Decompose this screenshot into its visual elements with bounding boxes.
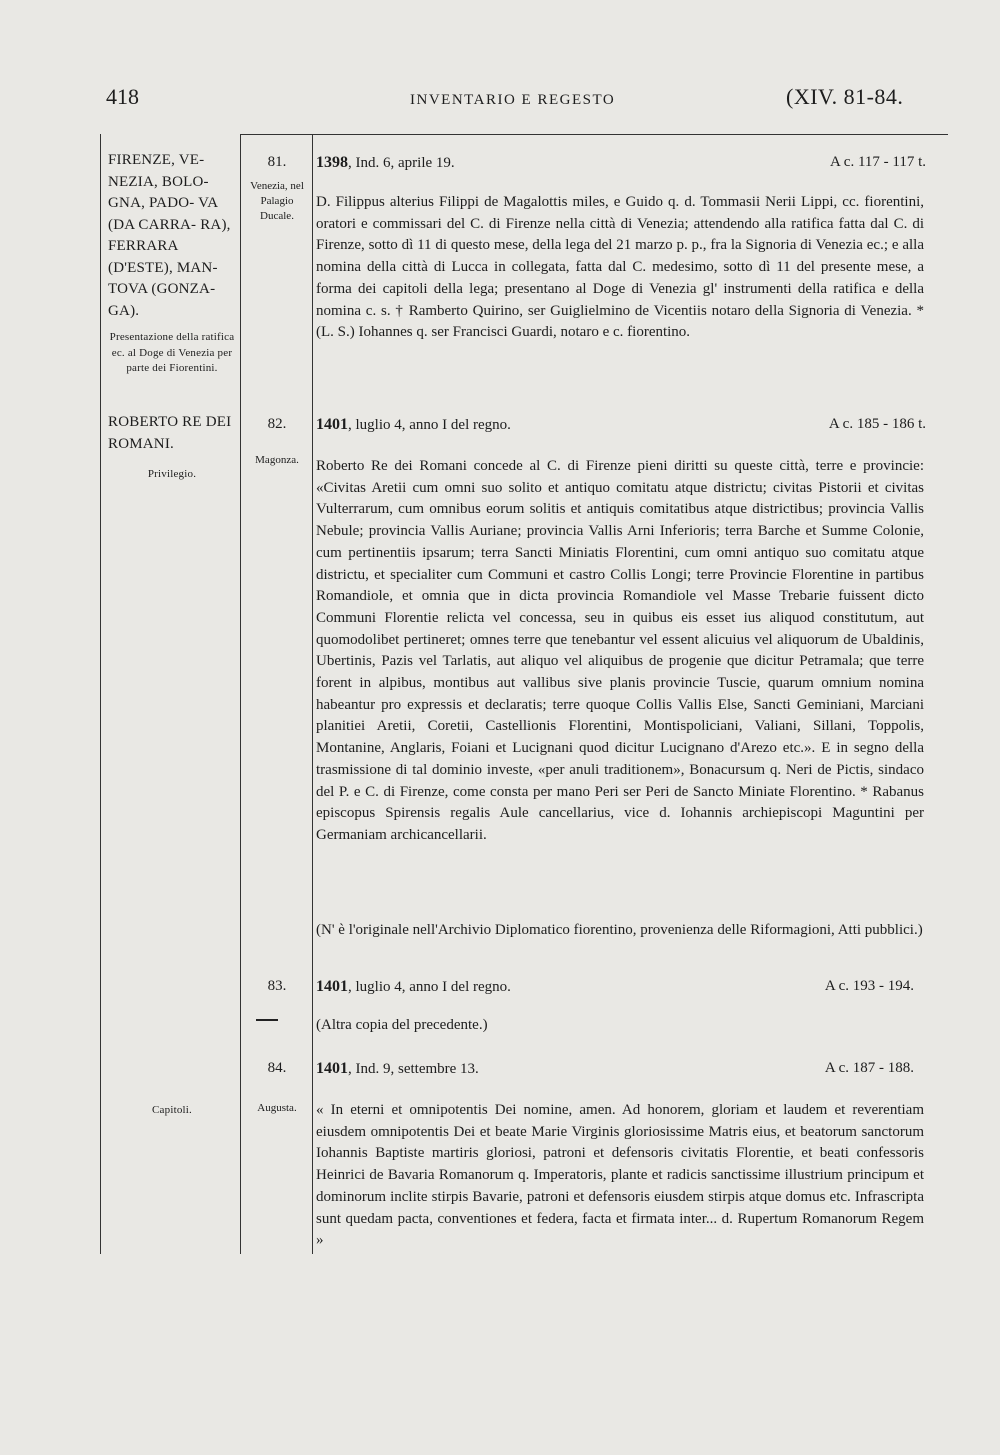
entry-81-subject: Presentazione della ratifica ec. al Doge di Venezia per parte dei Fiorentini.: [109, 331, 235, 374]
entry-81-place: Venezia, nel Palagio Ducale.: [250, 180, 304, 222]
entry-84-date: , Ind. 9, settembre 13.: [348, 1061, 479, 1077]
entry-84-header: [316, 1060, 926, 1078]
header-rule: [240, 134, 948, 135]
entry-82-number: 82.: [267, 416, 287, 432]
entry-82-header: [316, 416, 926, 434]
entry-84-number: 84.: [267, 1060, 287, 1076]
entry-82-heading: ROBERTO RE DEI ROMANI.: [108, 414, 232, 452]
entry-81-heading: FIRENZE, VE- NEZIA, BOLO- GNA, PADO- VA (DA CARRA- RA), FERRARA (D'ESTE), MAN- TOVA (GONZA- GA).: [108, 152, 231, 319]
column-rule-left: [100, 134, 101, 1254]
entry-81-text: D. Filippus alterius Filippi de Magalottis miles, e Guido q. d. Tommasii Nerii Lippi, cc. fiorentini, oratori e commissari del C. di Firenze nella città di Venezia; attendendo alla ratifica fatta dal C. di Firenze, sotto dì 11 di questo mese, della lega del 21 marzo p. p., fra la Signoria di Venezia ec.; e alla nomina della città di Lucca in collegata, fatta dal C. medesimo, sotto dì 11 del presente mese, a forma dei capitoli della lega; presentano al Doge di Venezia gl' instrumenti della ratifica e della nomina c. s. † Ramberto Quirino, ser Guiglielmino de Vicentiis notaro della Signoria di Venezia. * (L. S.) Iohannes q. ser Francisci Guardi, notaro e c. fiorentino.: [316, 194, 924, 341]
running-title: INVENTARIO E REGESTO: [410, 92, 616, 108]
entry-82-subject: Privilegio.: [147, 468, 197, 480]
column-rule-middle: [240, 134, 241, 1254]
entry-84-left: [108, 1103, 236, 1119]
entry-83-year: 1401: [316, 978, 348, 995]
entry-81-ref: A c. 117 - 117 t.: [830, 154, 926, 170]
entry-83-copy-note: (Altra copia del precedente.): [316, 1017, 488, 1033]
column-rule-right: [312, 134, 313, 1254]
entry-84-year: 1401: [316, 1060, 348, 1077]
entry-82-left: [108, 412, 236, 483]
entry-82-ref: A c. 185 - 186 t.: [828, 416, 926, 432]
entry-83-meta: [244, 978, 310, 995]
entry-83-ref: A c. 193 - 194.: [824, 978, 914, 994]
entry-83-number: 83.: [267, 978, 287, 994]
entry-81-year: 1398: [316, 154, 348, 171]
entry-82-year: 1401: [316, 416, 348, 433]
entry-81-header: [316, 154, 926, 172]
entry-81-left: [108, 150, 236, 377]
section-range: (XIV. 81-84.: [786, 84, 904, 109]
entry-84-text: « In eterni et omnipotentis Dei nomine, amen. Ad honorem, gloriam et laudem et reverentiam eiusdem omnipotentis Dei et beate Marie Virginis gloriosissime Matris eius, et beatorum sanctorum Iohannis Baptiste martiris gloriosi, patroni et defensoris civitatis Florentie, et beati confessoris Heinrici de Bavaria Romanorum q. Imperatoris, plante et radicis sanctissime illustrium principum et dominorum inclite stirpis Bavarie, patroni et defensoris eiusdem stirpis atque domus etc. Infrascripta sunt quedam pacta, conventiones et federa, facta et firmata inter... d. Rupertum Romanorum Regem »: [316, 1102, 924, 1249]
entry-84-place: Augusta.: [257, 1102, 297, 1114]
copy-dash: [256, 1019, 278, 1021]
entry-84-subject: Capitoli.: [152, 1104, 192, 1116]
entry-82-meta: [244, 416, 310, 468]
entry-83-header: [316, 978, 926, 996]
entry-82-note: (N' è l'originale nell'Archivio Diplomatico fiorentino, provenienza delle Riformagioni, Atti pubblici.): [316, 922, 923, 938]
entry-81-date: , Ind. 6, aprile 19.: [348, 155, 455, 171]
entry-82-date: , luglio 4, anno I del regno.: [348, 417, 511, 433]
entry-82-text: Roberto Re dei Romani concede al C. di Firenze pieni diritti su queste città, terre e provincie: «Civitas Aretii cum omni suo solito et antiquo comitatu atque districtu; civitas Pistorii et civitas Vulterrarum, cum omnibus eorum solitis et antiquis comitatibus atque districtibus; provincia Vallis Nebule; provincia Vallis Auriane; provincia Vallis Arni Inferioris; terra Barche et Summe Colonie, cum pertinentiis ipsarum; terra Sancti Miniatis Florentini, cum omni antiquo suo comitatu atque districtu, et specialiter cum Communi et castro Collis Longi; terre Provincie Florentine in partibus Romandiole, et omnia que in dicta provincia Romandiole vel Masse Trebarie fuissent dicto Communi Florentie relicta vel concessa, seu in quibus eis esset ius aliquod constitutum, aut quomodolibet pertineret; omnes terre que tenebantur vel essent alicuius vel aliquorum de Ubaldinis, Ubertinis, Pazis vel Tarlatis, aut aliquo vel aliquibus de progenie que dicitur Petramala; que terre forent in alpibus, montibus aut vallibus sive planis provincie Tuscie, quarum omnium nomina habeantur pro expressis et declaratis; terre quoque Collis Vallis Else, Sancti Geminiani, Marciani planitiei Aretii, Coretii, Castellionis Florentini, Montispoliciani, Valiani, Sillani, Toppolis, Montanine, Anglaris, Foiani et Lucignani quod dicitur Lucignano d'Arezo etc.». E in segno della trasmissione di tal dominio investe, «per anuli traditionem», Bonacursum q. Neri de Pictis, sindaco del P. e C. di Firenze, come consta per mano Peri ser Peri de Sancto Miniate Florentino. * Rabanus episcopus Spirensis regalis Aule cancellarius, vice d. Iohannis archiepiscopi Maguntini per Germaniam archicancellarii.: [316, 458, 924, 843]
entry-84-meta: [244, 1060, 310, 1116]
entry-83-date: , luglio 4, anno I del regno.: [348, 979, 511, 995]
page-number: 418: [106, 84, 139, 109]
entry-81-meta: [244, 154, 310, 224]
entry-82-place: Magonza.: [255, 454, 299, 466]
entry-81-number: 81.: [267, 154, 287, 170]
entry-84-ref: A c. 187 - 188.: [824, 1060, 914, 1076]
